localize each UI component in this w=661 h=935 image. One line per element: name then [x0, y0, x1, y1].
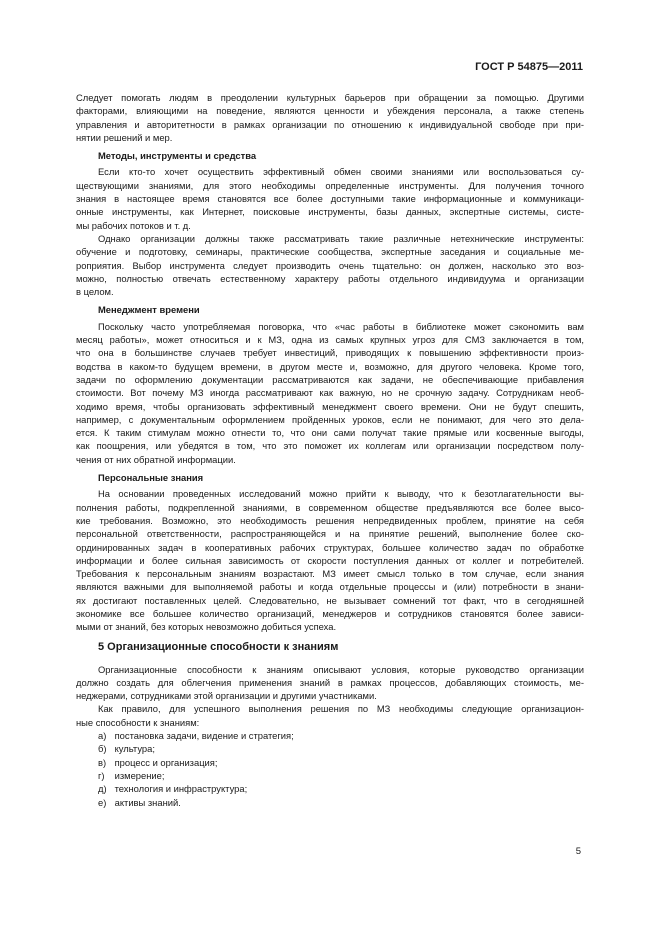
paragraph [76, 702, 584, 729]
list-item [76, 796, 584, 809]
text-line: в целом. [76, 286, 114, 298]
paragraph [76, 165, 584, 231]
enumerated-list [76, 729, 584, 809]
text-line: Следует помогать людям в преодолении культурных барьеров при обращении за помощью. Другими [76, 92, 584, 103]
text-line: кие требования. Возможно, это необходимость решения непредвиденных проблем, принятие на себя [76, 514, 584, 526]
list-item-marker: в) [98, 756, 107, 768]
text-line: Поскольку часто употребляемая поговорка, что «час работы в библиотеке может сэкономить вам [98, 320, 584, 332]
list-item [76, 756, 584, 769]
paragraph [76, 663, 584, 703]
subsection-heading: Менеджмент времени [98, 304, 200, 316]
paragraph [76, 232, 584, 298]
list-item-marker: б) [98, 743, 107, 755]
text-line: задачи по оформлению документации рассматриваются как задачи, не обеспечивающие прибавления [76, 373, 584, 385]
list-item [76, 729, 584, 742]
list-item-text: активы знаний. [112, 796, 181, 808]
text-line: месяц работы», может относиться и к МЗ, одна из самых крупных угроз для СМЗ заключается в том, [76, 334, 584, 346]
list-item-text: технология и инфраструктура; [112, 783, 248, 795]
text-line: персональной ответственности, распространяющейся и на принятие решений, выполнение более ско- [76, 528, 584, 540]
page-number: 5 [575, 846, 581, 857]
list-item [76, 769, 584, 782]
text-line: Однако организации должны также рассматривать такие различные нетехнические инструменты: [98, 232, 584, 244]
list-item-marker: а) [98, 730, 107, 742]
list-item-marker: г) [98, 769, 105, 781]
text-line: На основании проведенных исследований можно прийти к выводу, что к безотлагательности вы- [98, 488, 584, 500]
text-line: например, с документальным оформлением пройденных уроков, если не понимают, для чего это дела- [76, 413, 584, 425]
text-line: можно, полностью отвечать естественному характеру работы отдельного индивидуума и организации [76, 272, 584, 284]
subsection-heading: Персональные знания [98, 472, 204, 484]
text-line: ходимо время, чтобы организовать эффективный менеджмент своего времени. Они не будут спешить, [76, 400, 584, 412]
paragraph [76, 487, 584, 633]
text-line: что она в большинстве случаев требует инвестиций, приводящих к повышению эффективности произ- [76, 347, 584, 359]
text-line: ществующими знаниями, для этого необходимы определенные инструменты. Для получения точного [76, 179, 584, 191]
text-line: Если кто-то хочет осуществить эффективный обмен своими знаниями или воспользоваться су- [98, 166, 584, 178]
page-body [76, 91, 584, 809]
list-item-text: процесс и организация; [112, 756, 218, 768]
list-item-marker: е) [98, 796, 107, 808]
paragraph [76, 91, 584, 144]
text-line: факторами, влияющими на поведение, являются ценности и убеждения персонала, а также степень [76, 105, 584, 117]
text-line: неджерами, сотрудниками этой организации и другими участниками. [76, 690, 377, 702]
text-line: как поощрения, или убедятся в том, что это поможет их коллегам или организации посредством полу- [76, 440, 584, 452]
text-line: мы рабочих потоков и т. д. [76, 219, 191, 231]
text-line: полнения работы, подкрепленной знаниями, в современном обществе предъявляются все более высо- [76, 501, 584, 513]
text-line: экономике все большее количество организаций, менеджеров и сотрудников становятся более зависи- [76, 607, 584, 619]
text-line: знания в настоящее время становятся все более доступными такие информационные и коммуникаци- [76, 193, 584, 205]
text-line: чения от них обратной информации. [76, 453, 236, 465]
text-line: Требования к персональным знаниям возрастают. МЗ имеет смысл только в том случае, если знания [76, 568, 584, 580]
text-line: управления и авторитетности в рамках организации по отношению к индивидуальной свободе при при- [76, 118, 584, 130]
text-line: ные способности к знаниям: [76, 716, 200, 728]
text-line: водства в каком-то будущем времени, в другом месте и, возможно, для другого человека. Кроме того, [76, 360, 584, 372]
text-line: ях достигают поставленных целей. Следовательно, не вызывает сомнений тот факт, что в сегодняшней [76, 594, 584, 606]
text-line: ординированных задач в кооперативных рабочих структурах, большее количество задач по обработке [76, 541, 584, 553]
text-line: являются важными для выполняемой работы и когда отдельные процессы и (или) потребности в знани- [76, 581, 584, 593]
text-line: обучение и подготовку, семинары, практические сообщества, экспертные заседания и социальные ме- [76, 246, 584, 258]
text-line: информации и более сильная зависимость от скорости поступления данных от коллег и потребителей. [76, 554, 584, 566]
text-line: онные инструменты, как Интернет, поисковые инструменты, базы данных, экспертные системы, систе- [76, 206, 584, 218]
list-item-marker: д) [98, 783, 107, 795]
text-line: должно создать для облегчения применения знаний в рамках процессов, добавляющих стоимость, ме- [76, 676, 584, 688]
list-item [76, 742, 584, 755]
list-item [76, 782, 584, 795]
text-line: ется. К таким стимулам можно отнести то, что они сами получат такие прямые или косвенные выгоды, [76, 427, 584, 439]
text-line: Как правило, для успешного выполнения решения по МЗ необходимы следующие организацион- [98, 703, 584, 715]
text-line: Организационные способности к знаниям описывают условия, которые руководство организации [98, 663, 584, 675]
list-item-text: культура; [112, 743, 155, 755]
text-line: стоимости. Вот почему МЗ иногда рассматривают как важную, но не срочную задачу. Сотрудникам необ- [76, 387, 584, 399]
list-item-text: постановка задачи, видение и стратегия; [112, 730, 294, 742]
text-line: роприятия. Выбор инструмента следует производить очень тщательно: он должен, насколько это воз- [76, 259, 584, 271]
text-line: мыми от знаний, без которых невозможно добиться успеха. [76, 621, 337, 633]
list-item-text: измерение; [112, 769, 165, 781]
text-line: нятии решений и мер. [76, 131, 173, 143]
subsection-heading: Методы, инструменты и средства [98, 150, 257, 162]
paragraph [76, 320, 584, 466]
section-heading: 5 Организационные способности к знаниям [98, 640, 339, 653]
document-code: ГОСТ Р 54875—2011 [475, 61, 583, 73]
